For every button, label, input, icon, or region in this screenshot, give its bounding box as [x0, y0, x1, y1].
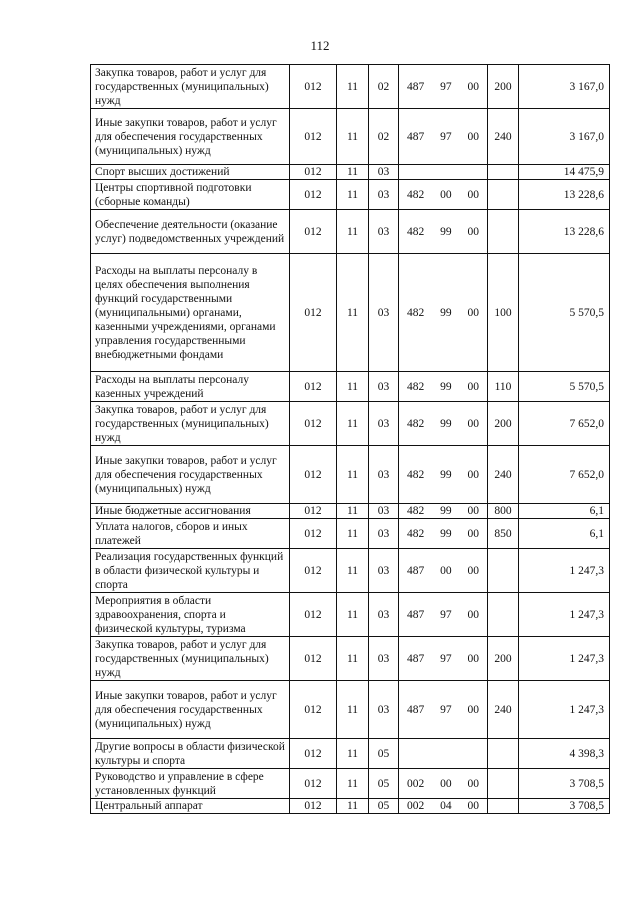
row-name-cell: Иные закупки товаров, работ и услуг для обеспечения государственных (муниципальных) нужд — [91, 446, 290, 504]
target-article-part: 97 — [440, 703, 452, 716]
target-article-part: 00 — [467, 306, 480, 319]
target-article-part: 00 — [467, 652, 480, 665]
target-article-cell — [399, 593, 488, 637]
amount-cell: 3 708,5 — [519, 769, 610, 799]
subsection-code-cell: 03 — [369, 446, 399, 504]
target-article-part: 97 — [440, 80, 452, 93]
subsection-code-cell: 03 — [369, 254, 399, 372]
department-code-cell: 012 — [290, 739, 337, 769]
target-article-cell — [399, 504, 488, 519]
table-row — [91, 109, 610, 165]
row-name-cell: Расходы на выплаты персоналу казенных учреждений — [91, 372, 290, 402]
target-article-part: 482 — [406, 468, 425, 481]
target-article-part: 99 — [440, 306, 452, 319]
section-code-cell: 11 — [337, 769, 369, 799]
target-article-part: 97 — [440, 130, 452, 143]
target-article-part: 97 — [440, 608, 452, 621]
table-row — [91, 681, 610, 739]
target-article-part: 99 — [440, 527, 452, 540]
section-code-cell: 11 — [337, 210, 369, 254]
section-code-cell: 11 — [337, 254, 369, 372]
subsection-code-cell: 03 — [369, 372, 399, 402]
target-article-part: 99 — [440, 380, 452, 393]
target-article-part: 00 — [467, 417, 480, 430]
budget-table — [90, 64, 610, 814]
row-name-cell: Закупка товаров, работ и услуг для государственных (муниципальных) нужд — [91, 637, 290, 681]
section-code-cell: 11 — [337, 372, 369, 402]
section-code-cell: 11 — [337, 593, 369, 637]
table-row — [91, 210, 610, 254]
row-name-cell: Уплата налогов, сборов и иных платежей — [91, 519, 290, 549]
amount-cell: 6,1 — [519, 519, 610, 549]
amount-cell: 3 167,0 — [519, 109, 610, 165]
amount-cell: 1 247,3 — [519, 549, 610, 593]
amount-cell: 13 228,6 — [519, 210, 610, 254]
table-row — [91, 446, 610, 504]
row-name-cell: Иные закупки товаров, работ и услуг для обеспечения государственных (муниципальных) нужд — [91, 109, 290, 165]
target-article-part: 482 — [406, 417, 425, 430]
target-article-part: 487 — [406, 652, 425, 665]
target-article-cell — [399, 254, 488, 372]
target-article-cell — [399, 637, 488, 681]
expense-type-cell: 200 — [488, 65, 519, 109]
subsection-code-cell: 03 — [369, 637, 399, 681]
target-article-part: 00 — [440, 188, 452, 201]
target-article-part: 487 — [406, 80, 425, 93]
department-code-cell: 012 — [290, 504, 337, 519]
amount-cell: 13 228,6 — [519, 180, 610, 210]
target-article-part: 00 — [467, 130, 480, 143]
table-row — [91, 593, 610, 637]
department-code-cell: 012 — [290, 180, 337, 210]
target-article-part: 487 — [406, 130, 425, 143]
target-article-part: 00 — [467, 527, 480, 540]
section-code-cell: 11 — [337, 165, 369, 180]
row-name-cell: Реализация государственных функций в области физической культуры и спорта — [91, 549, 290, 593]
amount-cell: 5 570,5 — [519, 372, 610, 402]
subsection-code-cell: 02 — [369, 65, 399, 109]
table-row — [91, 180, 610, 210]
table-row — [91, 549, 610, 593]
table-row — [91, 739, 610, 769]
amount-cell: 1 247,3 — [519, 681, 610, 739]
department-code-cell: 012 — [290, 637, 337, 681]
amount-cell: 7 652,0 — [519, 402, 610, 446]
table-row — [91, 165, 610, 180]
target-article-part: 00 — [440, 564, 452, 577]
table-row — [91, 254, 610, 372]
section-code-cell: 11 — [337, 739, 369, 769]
row-name-cell: Расходы на выплаты персоналу в целях обеспечения выполнения функций государственными (муниципальными) органами, казенными учреждениями, органами управления государственными внебюджетными фондами — [91, 254, 290, 372]
target-article-part: 99 — [440, 468, 452, 481]
department-code-cell: 012 — [290, 549, 337, 593]
amount-cell: 3 708,5 — [519, 799, 610, 814]
target-article-cell — [399, 799, 488, 814]
target-article-part: 00 — [467, 505, 480, 517]
target-article-part: 487 — [406, 703, 425, 716]
target-article-cell — [399, 210, 488, 254]
target-article-part: 482 — [406, 505, 425, 517]
amount-cell: 1 247,3 — [519, 637, 610, 681]
expense-type-cell: 800 — [488, 504, 519, 519]
subsection-code-cell: 03 — [369, 681, 399, 739]
target-article-cell — [399, 769, 488, 799]
department-code-cell: 012 — [290, 372, 337, 402]
expense-type-cell: 240 — [488, 681, 519, 739]
target-article-part: 00 — [467, 188, 480, 201]
page-number: 112 — [310, 38, 330, 53]
target-article-part: 482 — [406, 225, 425, 238]
department-code-cell: 012 — [290, 593, 337, 637]
table-row — [91, 372, 610, 402]
department-code-cell: 012 — [290, 769, 337, 799]
target-article-part: 00 — [467, 703, 480, 716]
section-code-cell: 11 — [337, 65, 369, 109]
section-code-cell: 11 — [337, 446, 369, 504]
target-article-part: 99 — [440, 417, 452, 430]
target-article-part: 482 — [406, 188, 425, 201]
section-code-cell: 11 — [337, 519, 369, 549]
department-code-cell: 012 — [290, 210, 337, 254]
section-code-cell: 11 — [337, 799, 369, 814]
row-name-cell: Обеспечение деятельности (оказание услуг) подведомственных учреждений — [91, 210, 290, 254]
row-name-cell: Иные бюджетные ассигнования — [91, 504, 290, 519]
amount-cell: 14 475,9 — [519, 165, 610, 180]
target-article-part: 00 — [467, 225, 480, 238]
target-article-part: 487 — [406, 564, 425, 577]
subsection-code-cell: 03 — [369, 180, 399, 210]
target-article-part: 99 — [440, 225, 452, 238]
subsection-code-cell: 05 — [369, 799, 399, 814]
expense-type-cell: 850 — [488, 519, 519, 549]
row-name-cell: Другие вопросы в области физической культуры и спорта — [91, 739, 290, 769]
expense-type-cell — [488, 165, 519, 180]
amount-cell: 4 398,3 — [519, 739, 610, 769]
department-code-cell: 012 — [290, 799, 337, 814]
section-code-cell: 11 — [337, 180, 369, 210]
subsection-code-cell: 03 — [369, 402, 399, 446]
target-article-part: 482 — [406, 306, 425, 319]
target-article-cell — [399, 739, 488, 769]
target-article-part: 00 — [467, 608, 480, 621]
department-code-cell: 012 — [290, 519, 337, 549]
target-article-part: 00 — [467, 777, 480, 790]
section-code-cell: 11 — [337, 504, 369, 519]
table-row — [91, 65, 610, 109]
row-name-cell: Центральный аппарат — [91, 799, 290, 814]
amount-cell: 1 247,3 — [519, 593, 610, 637]
department-code-cell: 012 — [290, 254, 337, 372]
expense-type-cell: 110 — [488, 372, 519, 402]
amount-cell: 3 167,0 — [519, 65, 610, 109]
target-article-part: 00 — [440, 777, 452, 790]
subsection-code-cell: 03 — [369, 210, 399, 254]
department-code-cell: 012 — [290, 165, 337, 180]
target-article-part: 002 — [406, 800, 425, 812]
target-article-part: 482 — [406, 527, 425, 540]
target-article-part: 00 — [467, 380, 480, 393]
target-article-cell — [399, 446, 488, 504]
expense-type-cell — [488, 180, 519, 210]
target-article-part: 00 — [467, 800, 480, 812]
target-article-cell — [399, 681, 488, 739]
expense-type-cell: 200 — [488, 402, 519, 446]
table-row — [91, 504, 610, 519]
subsection-code-cell: 03 — [369, 519, 399, 549]
amount-cell: 5 570,5 — [519, 254, 610, 372]
table-row — [91, 637, 610, 681]
row-name-cell: Закупка товаров, работ и услуг для государственных (муниципальных) нужд — [91, 65, 290, 109]
target-article-part: 99 — [440, 505, 452, 517]
row-name-cell: Иные закупки товаров, работ и услуг для обеспечения государственных (муниципальных) нужд — [91, 681, 290, 739]
subsection-code-cell: 05 — [369, 769, 399, 799]
section-code-cell: 11 — [337, 109, 369, 165]
target-article-part: 00 — [467, 564, 480, 577]
table-row — [91, 402, 610, 446]
section-code-cell: 11 — [337, 637, 369, 681]
row-name-cell: Руководство и управление в сфере установленных функций — [91, 769, 290, 799]
target-article-cell — [399, 180, 488, 210]
target-article-part: 487 — [406, 608, 425, 621]
row-name-cell: Спорт высших достижений — [91, 165, 290, 180]
subsection-code-cell: 03 — [369, 549, 399, 593]
target-article-cell — [399, 372, 488, 402]
expense-type-cell: 100 — [488, 254, 519, 372]
table-row — [91, 519, 610, 549]
expense-type-cell: 240 — [488, 446, 519, 504]
target-article-cell — [399, 109, 488, 165]
department-code-cell: 012 — [290, 446, 337, 504]
subsection-code-cell: 03 — [369, 165, 399, 180]
expense-type-cell — [488, 210, 519, 254]
target-article-part: 04 — [440, 800, 452, 812]
subsection-code-cell: 03 — [369, 593, 399, 637]
target-article-cell — [399, 549, 488, 593]
target-article-cell — [399, 165, 488, 180]
expense-type-cell — [488, 769, 519, 799]
section-code-cell: 11 — [337, 681, 369, 739]
department-code-cell: 012 — [290, 681, 337, 739]
section-code-cell: 11 — [337, 549, 369, 593]
department-code-cell: 012 — [290, 109, 337, 165]
subsection-code-cell: 03 — [369, 504, 399, 519]
amount-cell: 6,1 — [519, 504, 610, 519]
expense-type-cell — [488, 549, 519, 593]
subsection-code-cell: 02 — [369, 109, 399, 165]
row-name-cell: Центры спортивной подготовки (сборные команды) — [91, 180, 290, 210]
table-row — [91, 769, 610, 799]
row-name-cell: Мероприятия в области здравоохранения, спорта и физической культуры, туризма — [91, 593, 290, 637]
department-code-cell: 012 — [290, 402, 337, 446]
expense-type-cell — [488, 593, 519, 637]
subsection-code-cell: 05 — [369, 739, 399, 769]
expense-type-cell: 240 — [488, 109, 519, 165]
target-article-part: 00 — [467, 468, 480, 481]
department-code-cell: 012 — [290, 65, 337, 109]
expense-type-cell: 200 — [488, 637, 519, 681]
target-article-cell — [399, 65, 488, 109]
target-article-part: 00 — [467, 80, 480, 93]
target-article-part: 002 — [406, 777, 425, 790]
target-article-part: 97 — [440, 652, 452, 665]
expense-type-cell — [488, 739, 519, 769]
row-name-cell: Закупка товаров, работ и услуг для государственных (муниципальных) нужд — [91, 402, 290, 446]
target-article-part: 482 — [406, 380, 425, 393]
table-row — [91, 799, 610, 814]
section-code-cell: 11 — [337, 402, 369, 446]
amount-cell: 7 652,0 — [519, 446, 610, 504]
target-article-cell — [399, 519, 488, 549]
expense-type-cell — [488, 799, 519, 814]
target-article-cell — [399, 402, 488, 446]
